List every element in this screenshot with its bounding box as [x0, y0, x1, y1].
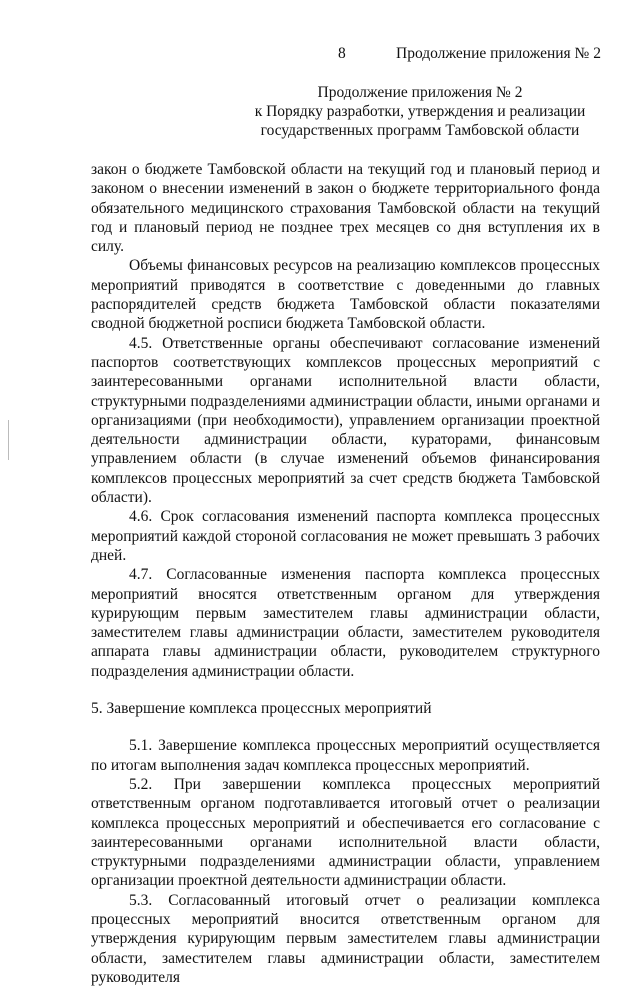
scan-edge-mark [8, 420, 9, 460]
section-heading: 5. Завершение комплекса процессных мероприятий [91, 700, 432, 718]
page-number: 8 [338, 45, 346, 62]
paragraph-financial-resources: Объемы финансовых ресурсов на реализацию комплексов процессных мероприятий приводятся в соответствие с доведенными до главных распорядителей средств бюджета Тамбовской области показателями сводной бюджетной росписи бюджета Тамбовской области. [91, 257, 600, 333]
paragraph-5-1: 5.1. Завершение комплекса процессных мероприятий осуществляется по итогам выполнения задач комплекса процессных мероприятий. [91, 737, 600, 774]
running-header [338, 44, 600, 64]
appendix-line-2: к Порядку разработки, утверждения и реализации [254, 103, 586, 120]
paragraph-4-6: 4.6. Срок согласования изменений паспорта комплекса процессных мероприятий каждой стороной согласования не может превышать 3 рабочих дней. [91, 508, 600, 564]
continuation-label: Продолжение приложения № 2 [396, 45, 601, 62]
appendix-line-3: государственных программ Тамбовской области [260, 122, 580, 139]
appendix-reference [200, 83, 640, 140]
paragraph-4-7: 4.7. Согласованные изменения паспорта комплекса процессных мероприятий вносятся ответственным органом для утверждения курирующим первым заместителем главы администрации области, заместителем главы администрации области, заместителем руководителя аппарата главы администрации области, руководителем структурного подразделения администрации области. [91, 566, 600, 680]
document-body [91, 160, 600, 987]
paragraph-5-2: 5.2. При завершении комплекса процессных мероприятий ответственным органом подготавливается итоговый отчет о реализации комплекса процессных мероприятий и обеспечивается его согласование с заинтересованными органами исполнительной власти области, структурными подразделениями администрации области, управлением организации проектной деятельности администрации области. [91, 775, 600, 890]
paragraph-4-5: 4.5. Ответственные органы обеспечивают согласование изменений паспортов соответствующих комплексов процессных мероприятий с заинтересованными органами исполнительной власти области, структурными подразделениями администрации области, иными органами и организациями (при необходимости), управлением организации проектной деятельности администрации области, кураторами, финансовым управлением области (в случае изменений объемов финансирования комплексов процессных мероприятий за счет средств бюджета Тамбовской области). [91, 334, 600, 507]
appendix-line-1: Продолжение приложения № 2 [317, 84, 523, 101]
paragraph-5-3: 5.3. Согласованный итоговый отчет о реализации комплекса процессных мероприятий вносится ответственным органом для утверждения курирующим первым заместителем главы администрации области, заместителем главы администрации области, заместителем руководителя [91, 891, 600, 986]
paragraph-continuation: закон о бюджете Тамбовской области на текущий год и плановый период и законом о внесении изменений в закон о бюджете территориального фонда обязательного медицинского страхования Тамбовской области на текущий год и плановый период не позднее трех месяцев со дня вступления их в силу. [91, 161, 600, 256]
